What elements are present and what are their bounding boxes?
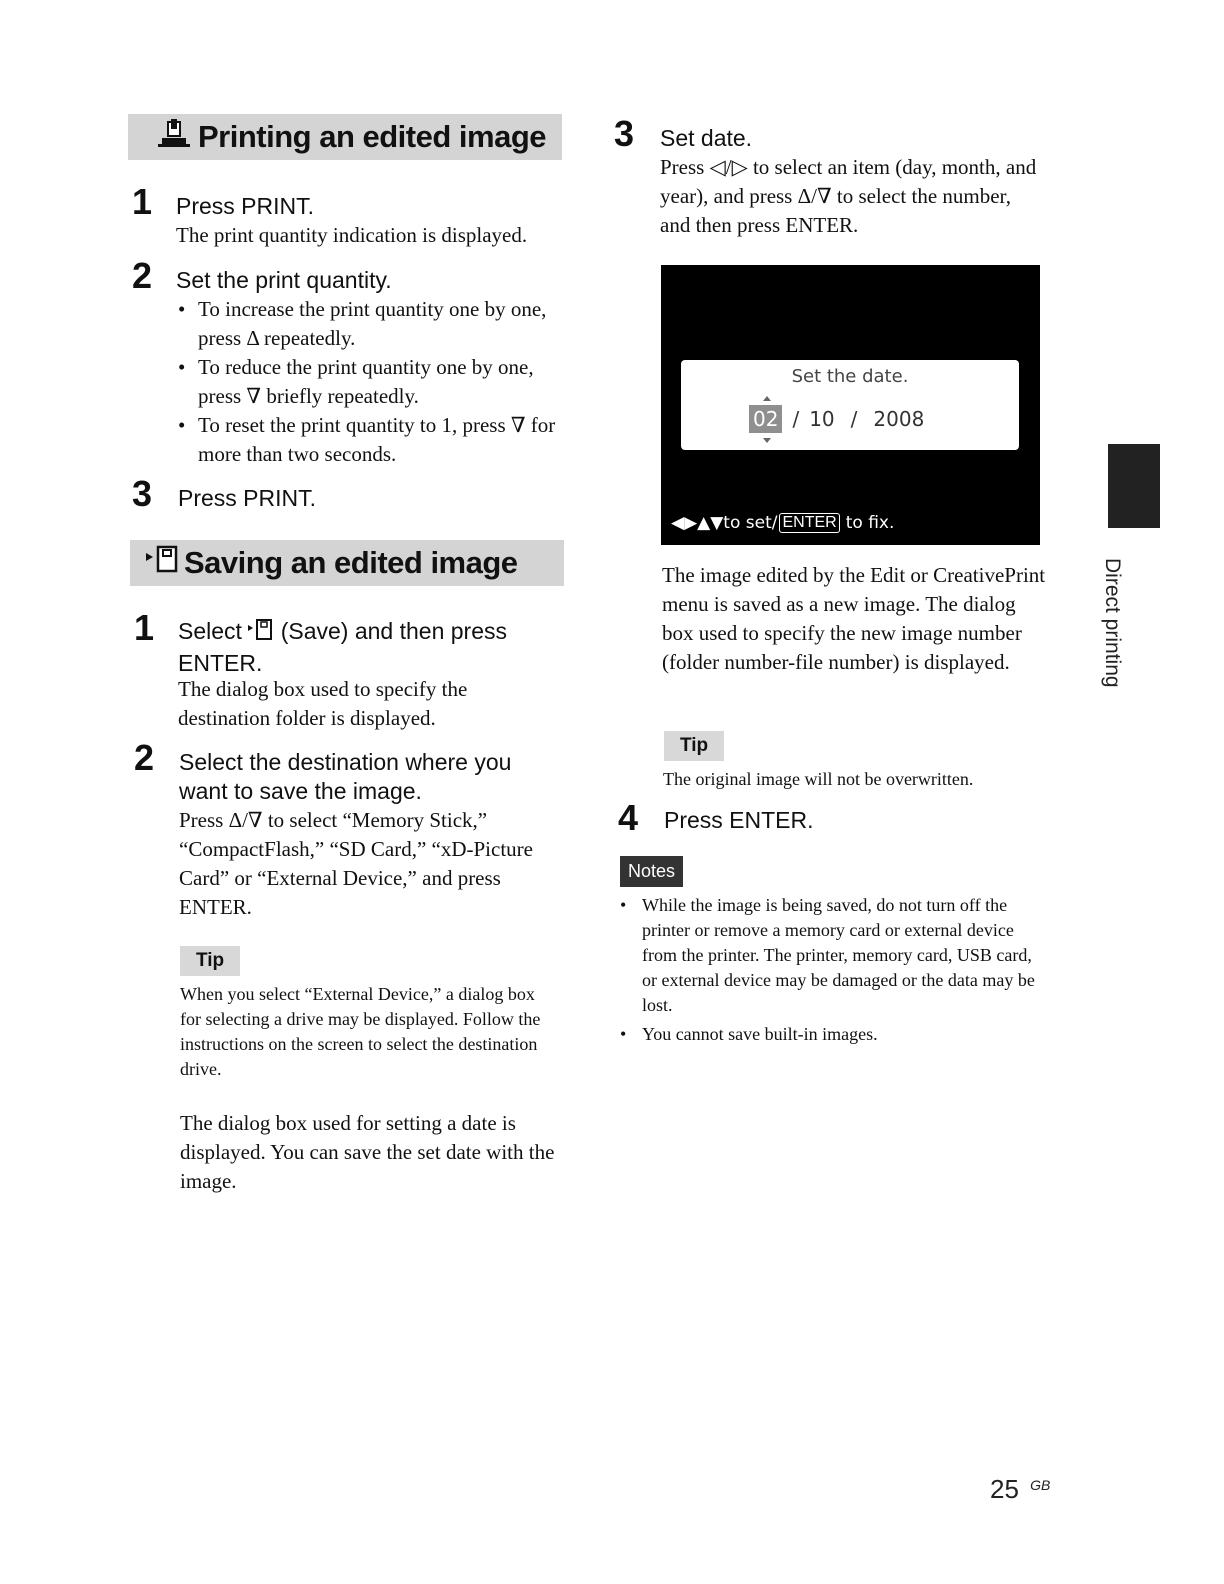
hint-suffix: to fix. [845,513,895,533]
step-number: 4 [618,797,639,838]
bullet-item: • To reset the print quantity to 1, press ∇ for more than two seconds. [176,411,566,469]
step-number: 3 [132,473,153,514]
step-body: The print quantity indication is displayed. [176,223,528,247]
bullet-item: • To reduce the print quantity one by one, press ∇ briefly repeatedly. [176,353,566,411]
save-icon [248,618,274,649]
side-tab-marker [1108,444,1160,528]
tip-badge: Tip [180,946,240,976]
step-title [178,617,558,678]
step-body: Press ◁/▷ to select an item (day, month, and year), and press Δ/∇ to select the number, and then press ENTER. [660,155,1037,237]
step-body: The dialog box used to specify the destination folder is displayed. [178,677,468,730]
tip-text: When you select “External Device,” a dialog box for selecting a drive may be displayed. Follow the instructions on the screen to select the destination drive. [180,984,541,1079]
date-fields [749,402,924,436]
saving-section-header [130,540,564,586]
step-title: Press ENTER. [664,807,814,833]
year-field[interactable]: 2008 [873,407,925,431]
step-number: 1 [134,607,155,648]
after-screen-text: The image edited by the Edit or CreativePrint menu is saved as a new image. The dialog box used to specify the new image number (folder number-file number) is displayed. [662,563,1046,674]
step-title: Set the print quantity. [176,267,392,293]
step-title-suffix: (Save) and then press ENTER. [178,618,508,676]
print-icon [158,118,190,156]
step-title: Set date. [660,125,753,151]
month-field[interactable]: 10 [809,407,835,431]
step-title: Press PRINT. [178,485,317,511]
day-field[interactable]: 02 [749,405,782,433]
page-number-value: 25 [990,1474,1019,1504]
page-number [990,1474,1050,1505]
step-title: Select the destination where you want to save the image. [179,749,512,804]
step-number: 2 [132,255,153,296]
step-number: 2 [134,737,155,778]
notes-list [620,893,1050,1051]
dialog-title: Set the date. [791,366,909,387]
screen-hint [671,513,894,533]
closing-text: The dialog box used for setting a date is displayed. You can save the set date with the image. [180,1111,555,1193]
camera-screen [661,265,1040,545]
set-date-dialog [681,360,1019,450]
side-tab-label: Direct printing [1101,558,1124,688]
step-title: Press PRINT. [176,193,315,219]
bullet-item: • To increase the print quantity one by one, press Δ repeatedly. [176,295,566,353]
step-body: Press Δ/∇ to select “Memory Stick,” “CompactFlash,” “SD Card,” “xD-Picture Card” or “External Device,” and press ENTER. [179,808,533,919]
hint-prefix: ◀▶▲▼to set/ [671,513,778,533]
printing-section-header [128,114,562,160]
step-number: 1 [132,181,153,222]
step-number: 3 [614,113,635,154]
down-arrow-icon [763,438,771,443]
note-item: • While the image is being saved, do not turn off the printer or remove a memory card or external device from the printer. The printer, memory card, USB card, or external device may be damaged or the data may be lost. [620,893,1050,1018]
tip-badge: Tip [664,731,724,761]
step-title-prefix: Select [178,618,242,644]
date-separator: / [850,407,858,431]
print-quantity-bullets [176,295,566,469]
enter-key-badge: ENTER [779,513,839,533]
save-icon [146,544,180,582]
page-number-suffix: GB [1030,1477,1051,1493]
notes-badge: Notes [620,856,683,887]
saving-section-title: Saving an edited image [184,545,518,580]
date-separator: / [792,407,800,431]
tip-text: The original image will not be overwritten. [663,769,974,789]
printing-section-title: Printing an edited image [198,119,546,154]
up-arrow-icon [763,396,771,401]
note-item: • You cannot save built-in images. [620,1022,1050,1047]
